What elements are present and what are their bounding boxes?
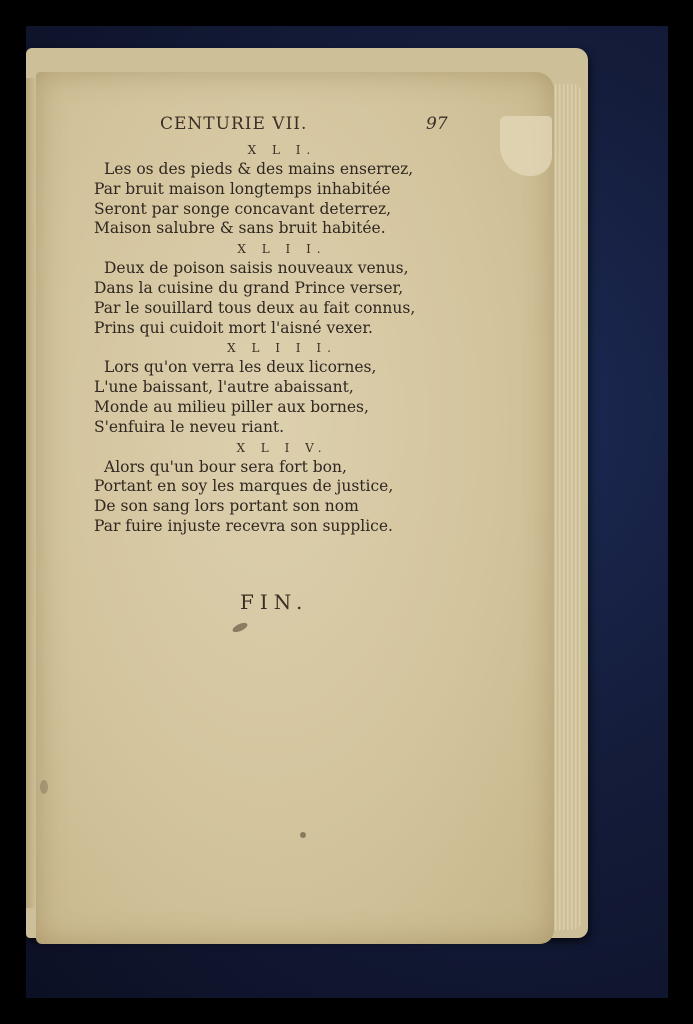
verse-line: Dans la cuisine du grand Prince verser, (94, 278, 404, 297)
verse-line: L'une baissant, l'autre abaissant, (94, 378, 354, 397)
verse-line: De son sang lors portant son nom (94, 497, 359, 516)
quatrain (88, 338, 448, 437)
page-header (160, 114, 460, 140)
quatrain (88, 239, 448, 338)
quatrain-number: X L I V. (236, 440, 328, 455)
closing-fin: FIN. (240, 590, 309, 614)
verse-line: Portant en soy les marques de justice, (94, 477, 394, 496)
verse-line: S'enfuira le neveu riant. (94, 417, 285, 436)
ink-blot (40, 780, 48, 794)
verse-line: Alors qu'un bour sera fort bon, (104, 457, 347, 476)
verse-line: Prins qui cuidoit mort l'aisné vexer. (94, 318, 373, 337)
verse-line: Par le souillard tous deux au fait connus, (94, 298, 416, 317)
running-title: CENTURIE VII. (160, 114, 308, 134)
ink-blot (300, 832, 306, 838)
verse-line: Par fuire injuste recevra son supplice. (94, 516, 393, 535)
verse-line: Les os des pieds & des mains enserrez, (104, 160, 414, 178)
page-number: 97 (426, 114, 448, 134)
verse-line: Par bruit maison longtemps inhabitée (94, 179, 391, 198)
quatrain-number: X L I. (247, 143, 317, 157)
quatrain-number: X L I I. (237, 242, 327, 257)
quatrain (88, 438, 448, 537)
verse-line: Lors qu'on verra les deux licornes, (104, 358, 377, 377)
verse-line: Monde au milieu piller aux bornes, (94, 397, 369, 416)
quatrain (88, 140, 448, 239)
quatrain-text (88, 140, 448, 537)
verse-line: Deux de poison saisis nouveaux venus, (104, 259, 409, 278)
verse-line: Seront par songe concavant deterrez, (94, 199, 392, 218)
torn-corner (500, 116, 552, 176)
verse-line: Maison salubre & sans bruit habitée. (94, 219, 386, 238)
quatrain-number: X L I I I. (227, 341, 337, 356)
